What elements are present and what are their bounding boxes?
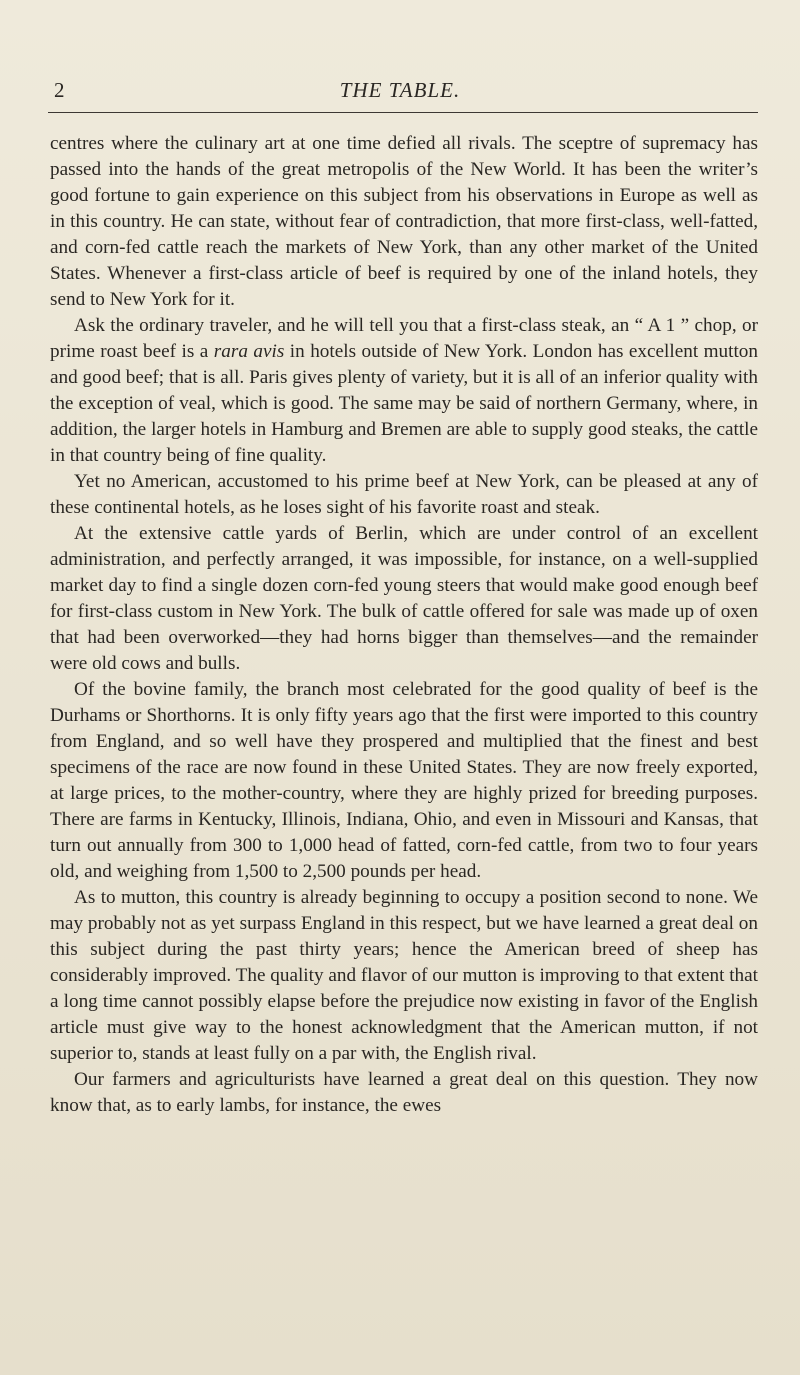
body-text <box>50 131 758 1119</box>
paragraph-7: Our farmers and agriculturists have learned a great deal on this question. They now know that, as to early lambs, for instance, the ewes <box>50 1069 758 1116</box>
paragraph-5: Of the bovine family, the branch most celebrated for the good quality of beef is the Durhams or Shorthorns. It is only fifty years ago that the first were imported to this country from England, and so well have they prospered and multiplied that the finest and best specimens of the race are now found in these United States. They are now freely exported, at large prices, to the mother-country, where they are highly prized for breeding purposes. There are farms in Kentucky, Illinois, Indiana, Ohio, and even in Missouri and Kansas, that turn out annually from 300 to 1,000 head of fatted, corn-fed cattle, from two to four years old, and weighing from 1,500 to 2,500 pounds per head. <box>50 679 758 882</box>
running-title: THE TABLE. <box>339 78 461 102</box>
latin-phrase: rara avis <box>213 341 285 362</box>
page-number: 2 <box>54 78 65 102</box>
header-rule <box>48 112 758 113</box>
paragraph-2: Ask the ordinary traveler, and he will tell you that a first-class steak, an “ A 1 ” chop, or prime roast beef is a rara avis in hotels outside of New York. London has excellent mutton and good beef; that is all. Paris gives plenty of variety, but it is all of an inferior quality with the exception of veal, which is good. The same may be said of northern Germany, where, in addition, the larger hotels in Hamburg and Bremen are able to supply good steaks, the cattle in that country being of fine quality. <box>50 315 758 466</box>
paragraph-4: At the extensive cattle yards of Berlin, which are under control of an excellent administration, and perfectly arranged, it was impossible, for instance, on a well-supplied market day to find a single dozen corn-fed young steers that would make good enough beef for first-class custom in New York. The bulk of cattle offered for sale was made up of oxen that had been overworked—they had horns bigger than themselves—and the remainder were old cows and bulls. <box>50 523 758 674</box>
paragraph-3: Yet no American, accustomed to his prime beef at New York, can be pleased at any of these continental hotels, as he loses sight of his favorite roast and steak. <box>50 471 758 518</box>
paragraph-6: As to mutton, this country is already beginning to occupy a position second to none. We may probably not as yet surpass England in this respect, but we have learned a great deal on this subject during the past thirty years; hence the American breed of sheep has considerably improved. The quality and flavor of our mutton is improving to that extent that a long time cannot possibly elapse before the prejudice now existing in favor of the English article must give way to the honest acknowledgment that the American mutton, if not superior to, stands at least fully on a par with, the English rival. <box>50 887 758 1064</box>
paragraph-1: centres where the culinary art at one time defied all rivals. The sceptre of supremacy has passed into the hands of the great metropolis of the New World. It has been the writer’s good fortune to gain experience on this subject from his observations in Europe as well as in this country. He can state, without fear of contradiction, that more first-class, well-fatted, and corn-fed cattle reach the markets of New York, than any other market of the United States. Whenever a first-class article of beef is required by one of the inland hotels, they send to New York for it. <box>50 133 758 310</box>
